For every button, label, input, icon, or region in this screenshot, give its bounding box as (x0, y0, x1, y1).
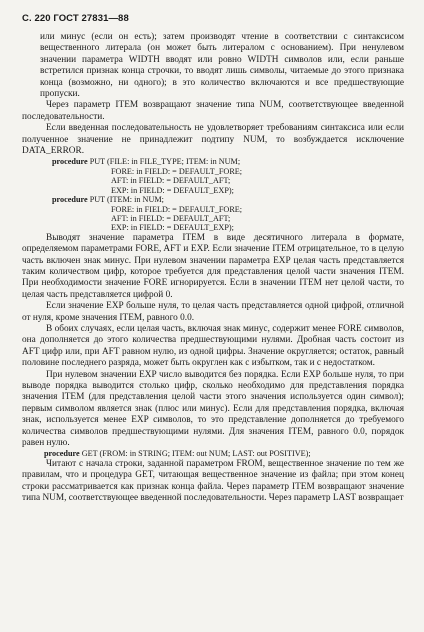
paragraph-3: Если введенная последовательность не удовлетворяет требованиям синтаксиса или если полученное значение не принадлежит подтипу NUM, то возбуждается исключение DATA_ERROR. (22, 123, 404, 157)
code-line: AFT: in FIELD: = DEFAULT_AFT; (111, 176, 231, 186)
code-line: FORE: in FIELD: = DEFAULT_FORE; (111, 204, 243, 214)
code-line (22, 449, 404, 458)
paragraph-8: Читают с начала строки, заданной параметром FROM, вещественное значение по тем же правилам, что и процедура GET, читающая вещественное значение из файла; при этом конец строки рассматривается как признак конца файла. Через параметр ITEM возвращают значение типа NUM, соответствующее введенной последовательности. Через параметр LAST возвращает (22, 458, 404, 504)
paragraph-7: При нулевом значении EXP число выводится без порядка. Если EXP больше нуля, то при выводе порядка выводится столько цифр, сколько необходимо для представления порядка значения ITEM (для представления целой части этого значения используется один символ); первым символом является знак (плюс или минус). Если для представления порядка, включая знак, используется менее EXP символов, то это представление дополняется до требуемого количества символов предшествующими нулями. Для значения ITEM, равного 0.0, порядок равен нулю. (22, 369, 404, 449)
paragraph-6: В обоих случаях, если целая часть, включая знак минус, содержит менее FORE символов, она дополняется до этого количества предшествующими нулями. Дробная часть состоит из AFT цифр или, при AFT равном нулю, из одной цифры. Значение округляется; остаток, равный половине последнего разряда, может быть округлен как с избытком, так и с недостатком. (22, 323, 404, 369)
code-keyword: procedure (52, 195, 88, 205)
page-header: С. 220 ГОСТ 27831—88 (22, 13, 129, 24)
paragraph-2: Через параметр ITEM возвращают значение типа NUM, соответствующее введенной последовательности. (22, 100, 404, 122)
code-line: FORE: in FIELD: = DEFAULT_FORE; (111, 166, 243, 176)
code-keyword: procedure (44, 449, 80, 459)
code-line: AFT: in FIELD: = DEFAULT_AFT; (111, 213, 231, 223)
code-text: PUT (ITEM: in NUM; (87, 195, 164, 205)
code-line: EXP: in FIELD: = DEFAULT_EXP); (111, 185, 234, 195)
code-line (22, 157, 404, 166)
paragraph-4: Выводят значение параметра ITEM в виде десятичного литерала в формате, определяемом параметрами FORE, AFT и EXP. Если значение ITEM отрицательное, то в целую часть включен знак минус. При нулевом значении параметра EXP целая часть представляется таким количеством цифр, которое требуется для представления целой части значения ITEM. При необходимости значение FORE игнорируется. Если в значении ITEM нет целой части, то целая часть представляется цифрой 0. (22, 232, 404, 300)
paragraph-5: Если значение EXP больше нуля, то целая часть представляется одной цифрой, отличной от нуля, кроме значения ITEM, равного 0.0. (22, 301, 404, 323)
code-block-put-item (22, 195, 404, 233)
code-line: EXP: in FIELD: = DEFAULT_EXP); (111, 223, 234, 233)
code-line (22, 195, 404, 204)
code-text: GET (FROM: in STRING; ITEM: out NUM; LAST: out POSITIVE); (79, 449, 311, 459)
code-text: PUT (FILE: in FILE_TYPE; ITEM: in NUM; (87, 157, 241, 167)
paragraph-1: или минус (если он есть); затем производят чтение в соответствии с синтаксисом вещественного литерала (он может быть литералом с основанием). При ненулевом значении параметра WIDTH вводят или ровно WIDTH символов или, если раньше встретился признак конца строчки, то вводят лишь символы, читаемые до этого признака конца (возможно, ни одного); в это количество включаются и все предшествующие пропуски. (40, 32, 404, 100)
code-keyword: procedure (52, 157, 88, 167)
code-block-put-file (22, 157, 404, 195)
code-block-get-string (22, 449, 404, 458)
